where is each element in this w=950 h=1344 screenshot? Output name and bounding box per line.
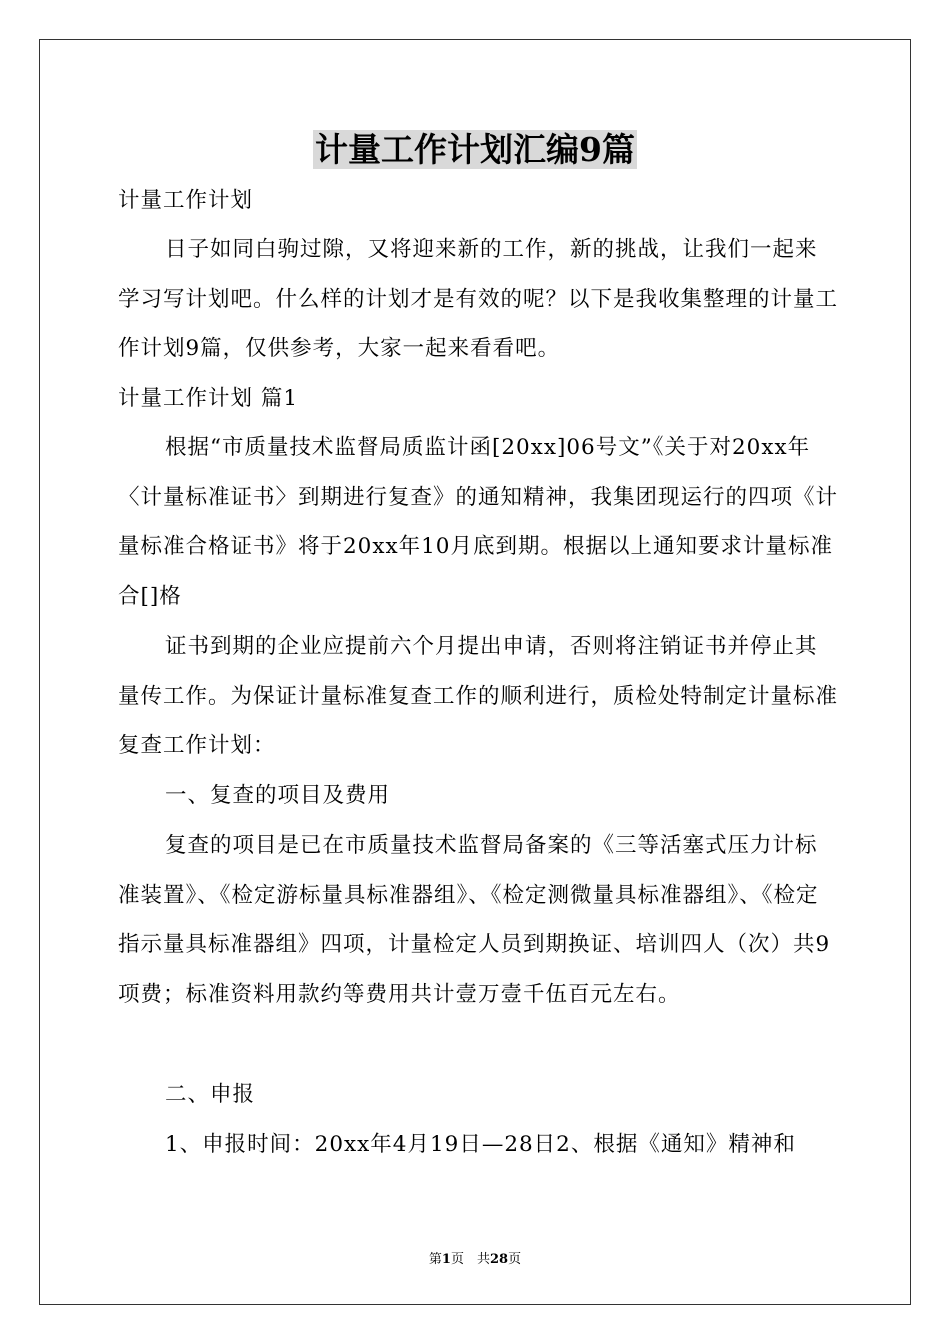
intro-paragraph: 日子如同白驹过隙，又将迎来新的工作，新的挑战，让我们一起来学习写计划吧。什么样的计划才是有效的呢？以下是我收集整理的计量工作计划9篇，仅供参考，大家一起来看看吧。 (118, 237, 839, 361)
subsection-heading: 二、申报 (165, 1082, 256, 1107)
body-paragraph: 1、申报时间：20xx年4月19日—28日2、根据《通知》精神和 (165, 1132, 796, 1157)
footer-text: 第 (428, 1252, 442, 1267)
total-pages-number: 28 (489, 1252, 509, 1267)
section-heading: 计量工作计划 (118, 188, 254, 213)
page-footer (0, 1248, 950, 1267)
article-heading: 计量工作计划 篇1 (118, 386, 299, 411)
body-paragraph: 证书到期的企业应提前六个月提出申请，否则将注销证书并停止其量传工作。为保证计量标准复查工作的顺利进行，质检处特制定计量标准复查工作计划： (118, 634, 839, 758)
current-page-number: 1 (441, 1252, 451, 1267)
subsection-heading: 一、复查的项目及费用 (165, 783, 391, 808)
footer-text: 页 共 (450, 1252, 490, 1267)
document-title: 计量工作计划汇编9篇 (315, 130, 635, 169)
body-paragraph: 复查的项目是已在市质量技术监督局备案的《三等活塞式压力计标准装置》、《检定游标量具标准器组》、《检定测微量具标准器组》、《检定指示量具标准器组》四项，计量检定人员到期换证、培训四人（次）共9项费；标准资料用款约等费用共计壹万壹千伍百元左右。 (118, 833, 831, 1007)
body-paragraph: 根据“市质量技术监督局质监计函[20xx]06号文”《关于对20xx年〈计量标准证书〉到期进行复查》的通知精神，我集团现运行的四项《计量标准合格证书》将于20xx年10月底到期。根据以上通知要求计量标准合[]格 (118, 435, 839, 609)
footer-text: 页 (508, 1252, 522, 1267)
